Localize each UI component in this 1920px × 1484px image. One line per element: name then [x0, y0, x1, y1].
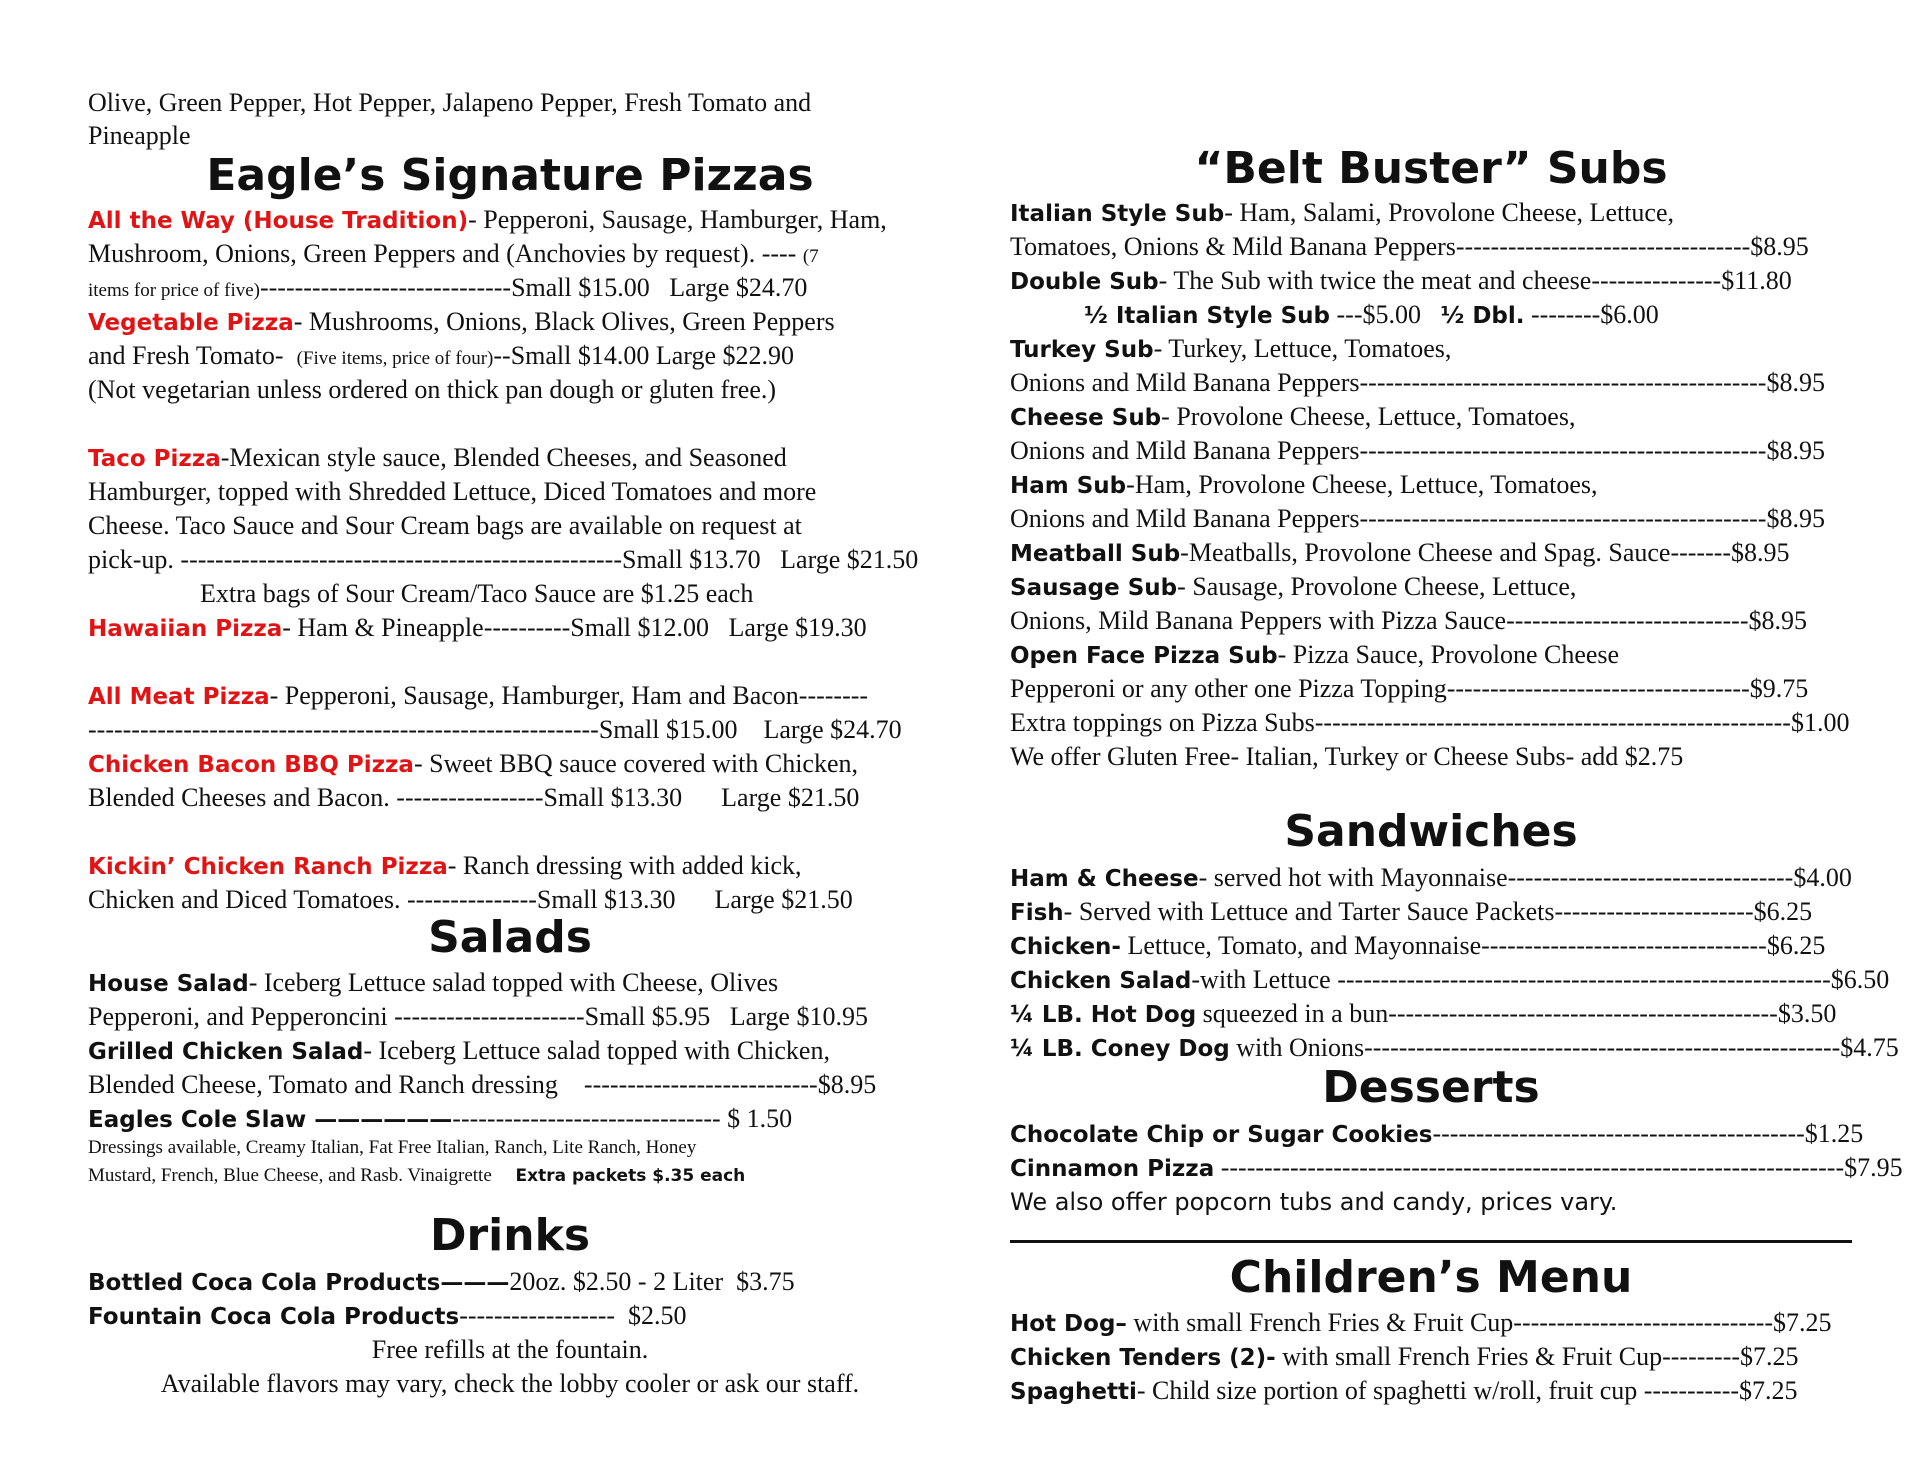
item-name: Cinnamon Pizza: [1010, 1156, 1215, 1182]
menu-item-cinnamon-pizza: [1010, 1151, 1903, 1186]
flavors-note: Available flavors may vary, check the lobby cooler or ask our staff.: [160, 1369, 860, 1398]
item-description: - Pepperoni, Sausage, Hamburger, Ham and Bacon--------: [269, 681, 869, 710]
item-price-line: pick-up. ---------------------------------------------------Small $13.70 Large $21.50: [88, 545, 919, 574]
item-description: - Sweet BBQ sauce covered with Chicken,: [413, 749, 858, 778]
item-name: Double Sub: [1010, 269, 1159, 295]
dressings-text: Mustard, French, Blue Cheese, and Rasb. Vinaigrette: [88, 1165, 516, 1186]
item-name: Taco Pizza: [88, 446, 221, 472]
item-name: Italian Style Sub: [1010, 201, 1225, 227]
dressings-line: [88, 1162, 745, 1190]
menu-item-kids-hot-dog: [1010, 1306, 1832, 1341]
item-name: Bottled Coca Cola Products———: [88, 1270, 510, 1296]
item-price: --------$6.00: [1524, 300, 1659, 329]
refills-note: Free refills at the fountain.: [371, 1335, 649, 1364]
menu-item-ham-cheese: [1010, 861, 1852, 896]
item-note-line: Extra bags of Sour Cream/Taco Sauce are $1.25 each: [200, 579, 754, 608]
item-price: -with Lettuce ---------------------------------------------------------$6.50: [1191, 965, 1890, 994]
item-description: - Turkey, Lettuce, Tomatoes,: [1153, 334, 1452, 363]
menu-item-italian-sub: [1010, 196, 1674, 231]
menu-item-bottled-coke: [88, 1265, 795, 1300]
menu-item-chicken-salad: [1010, 963, 1889, 998]
item-description: -Mexican style sauce, Blended Cheeses, and Seasoned: [220, 443, 787, 472]
item-description: and Fresh Tomato-: [88, 341, 297, 370]
item-price: ------------------------------------------------------------------------$7.95: [1214, 1153, 1903, 1182]
item-price: ------------------ $2.50: [459, 1301, 687, 1330]
menu-item-hawaiian: [88, 611, 867, 646]
item-description: - Provolone Cheese, Lettuce, Tomatoes,: [1161, 402, 1576, 431]
menu-item-kids-spaghetti: [1010, 1374, 1798, 1409]
menu-item-fountain-coke: [88, 1299, 687, 1334]
item-price-line: Tomatoes, Onions & Mild Banana Peppers----------------------------------$8.95: [1010, 232, 1809, 261]
item-name: ¼ LB. Coney Dog: [1010, 1036, 1230, 1062]
item-name: Hawaiian Pizza: [88, 616, 283, 642]
menu-item-coney-dog: [1010, 1031, 1899, 1066]
item-price-line: Onions and Mild Banana Peppers-----------------------------------------------$8.95: [1010, 436, 1825, 465]
menu-item-fish: [1010, 895, 1812, 930]
gluten-free-line: We offer Gluten Free- Italian, Turkey or Cheese Subs- add $2.75: [1010, 742, 1684, 771]
item-description: - Mushrooms, Onions, Black Olives, Green Peppers: [293, 307, 835, 336]
item-note-line: (Not vegetarian unless ordered on thick pan dough or gluten free.): [88, 375, 777, 404]
menu-item-kids-chicken-tenders: [1010, 1340, 1799, 1375]
item-description-line: [88, 237, 819, 274]
item-price-line: Onions, Mild Banana Peppers with Pizza Sauce----------------------------$8.95: [1010, 606, 1807, 635]
item-price-line: Blended Cheese, Tomato and Ranch dressing ---------------------------$8.95: [88, 1070, 877, 1099]
section-divider: [1010, 1240, 1852, 1243]
menu-item-chicken-bacon-bbq: [88, 747, 858, 782]
menu-item-turkey-sub: [1010, 332, 1451, 367]
item-price: -------------------------------------------$1.25: [1432, 1119, 1864, 1148]
item-price: ---$5.00: [1330, 300, 1441, 329]
extra-packets-price: Extra packets $.35 each: [515, 1166, 746, 1186]
menu-item-open-face-sub: [1010, 638, 1619, 673]
item-name: Eagles Cole Slaw ——————: [88, 1107, 453, 1133]
pizzas-heading: Eagle’s Signature Pizzas: [206, 150, 814, 201]
menu-item-sausage-sub: [1010, 570, 1576, 605]
menu-item-all-meat: [88, 679, 868, 714]
menu-item-chicken: [1010, 929, 1825, 964]
menu-item-vegetable: [88, 305, 835, 340]
menu-item-meatball-sub: [1010, 536, 1790, 571]
item-price: - served hot with Mayonnaise---------------------------------$4.00: [1198, 863, 1852, 892]
item-price: 20oz. $2.50 - 2 Liter $3.75: [509, 1267, 795, 1296]
item-price: - Served with Lettuce and Tarter Sauce Packets-----------------------$6.25: [1063, 897, 1813, 926]
item-price-line: -----------------------------------------------------------Small $15.00 Large $24.70: [88, 715, 902, 744]
item-description-line: Cheese. Taco Sauce and Sour Cream bags are available on request at: [88, 511, 802, 540]
item-price: --Small $14.00 Large $22.90: [493, 341, 795, 370]
menu-item-ham-sub: [1010, 468, 1598, 503]
salads-heading: Salads: [428, 912, 592, 963]
toppings-list-line: Pineapple: [88, 121, 191, 150]
menu-item-hot-dog: [1010, 997, 1836, 1032]
menu-item-double-sub: [1010, 264, 1792, 299]
item-name: Hot Dog–: [1010, 1311, 1127, 1337]
item-name: Grilled Chicken Salad: [88, 1039, 364, 1065]
item-price: -Meatballs, Provolone Cheese and Spag. Sauce-------$8.95: [1180, 538, 1790, 567]
menu-item-cole-slaw: [88, 1102, 792, 1137]
menu-item-cookies: [1010, 1117, 1863, 1152]
item-price: squeezed in a bun---------------------------------------------$3.50: [1196, 999, 1837, 1028]
menu-item-cheese-sub: [1010, 400, 1575, 435]
drinks-heading: Drinks: [429, 1210, 591, 1261]
item-name: Chicken-: [1010, 934, 1121, 960]
item-name: Cheese Sub: [1010, 405, 1162, 431]
item-name: ½ Dbl.: [1440, 303, 1525, 329]
menu-item-house-salad: [88, 966, 778, 1001]
menu-item-taco: [88, 441, 787, 476]
item-name: Fish: [1010, 900, 1064, 926]
item-description-line: Hamburger, topped with Shredded Lettuce, Diced Tomatoes and more: [88, 477, 817, 506]
item-description: -Ham, Provolone Cheese, Lettuce, Tomatoes,: [1126, 470, 1598, 499]
item-name: Kickin’ Chicken Ranch Pizza: [88, 854, 448, 880]
dressings-line: Dressings available, Creamy Italian, Fat Free Italian, Ranch, Lite Ranch, Honey: [88, 1137, 697, 1158]
item-name: All the Way (House Tradition): [88, 208, 469, 234]
item-price: -----------------------------Small $15.00 Large $24.70: [259, 273, 808, 302]
desserts-heading: Desserts: [1322, 1062, 1540, 1113]
item-name: Vegetable Pizza: [88, 310, 294, 336]
menu-item-kickin-chicken: [88, 849, 802, 884]
item-name: Open Face Pizza Sub: [1010, 643, 1278, 669]
item-name: Ham Sub: [1010, 473, 1127, 499]
menu-item-grilled-chicken-salad: [88, 1034, 830, 1069]
item-price: with Onions-------------------------------------------------------$4.75: [1229, 1033, 1899, 1062]
item-price-line: Blended Cheeses and Bacon. -----------------Small $13.30 Large $21.50: [88, 783, 860, 812]
item-price-line: Onions and Mild Banana Peppers-----------------------------------------------$8.95: [1010, 368, 1825, 397]
item-price-line: [88, 271, 807, 308]
item-name: Sausage Sub: [1010, 575, 1178, 601]
item-price: ------------------------------- $ 1.50: [452, 1104, 793, 1133]
item-price-line: Onions and Mild Banana Peppers-----------------------------------------------$8.95: [1010, 504, 1825, 533]
item-name: All Meat Pizza: [88, 684, 270, 710]
item-name: ¼ LB. Hot Dog: [1010, 1002, 1197, 1028]
item-description: - Ranch dressing with added kick,: [447, 851, 802, 880]
item-description: - Sausage, Provolone Cheese, Lettuce,: [1177, 572, 1577, 601]
item-description: - Iceberg Lettuce salad topped with Chicken,: [363, 1036, 830, 1065]
item-note: (7: [802, 246, 819, 267]
item-price-line: Pepperoni, and Pepperoncini ----------------------Small $5.95 Large $10.95: [88, 1002, 868, 1031]
item-price-line: Chicken and Diced Tomatoes. ---------------Small $13.30 Large $21.50: [88, 885, 853, 914]
item-price: Lettuce, Tomato, and Mayonnaise---------------------------------$6.25: [1120, 931, 1826, 960]
item-price-line: Pepperoni or any other one Pizza Topping-----------------------------------$9.75: [1010, 674, 1809, 703]
item-name: Fountain Coca Cola Products: [88, 1304, 460, 1330]
item-description: - Ham, Salami, Provolone Cheese, Lettuce,: [1224, 198, 1675, 227]
item-name: House Salad: [88, 971, 249, 997]
item-description: - Pepperoni, Sausage, Hamburger, Ham,: [468, 205, 887, 234]
extra-toppings-line: Extra toppings on Pizza Subs-------------------------------------------------------$1.00: [1010, 708, 1850, 737]
half-subs-line: [1084, 298, 1659, 333]
item-name: Meatball Sub: [1010, 541, 1181, 567]
item-name: Ham & Cheese: [1010, 866, 1199, 892]
item-note: items for price of five): [88, 280, 260, 301]
item-price: - Ham & Pineapple----------Small $12.00 Large $19.30: [282, 613, 867, 642]
item-price: - The Sub with twice the meat and cheese---------------$11.80: [1158, 266, 1792, 295]
item-name: Chicken Tenders (2)-: [1010, 1345, 1276, 1371]
item-note: (Five items, price of four): [296, 348, 494, 369]
item-price: with small French Fries & Fruit Cup------------------------------$7.25: [1126, 1308, 1832, 1337]
subs-heading: “Belt Buster” Subs: [1194, 143, 1668, 194]
item-name: Chicken Salad: [1010, 968, 1192, 994]
item-price-line: [88, 339, 794, 376]
item-name: Chicken Bacon BBQ Pizza: [88, 752, 414, 778]
sandwiches-heading: Sandwiches: [1284, 806, 1578, 857]
item-name: Chocolate Chip or Sugar Cookies: [1010, 1122, 1433, 1148]
item-description: Mushroom, Onions, Green Peppers and (Anchovies by request). ----: [88, 239, 803, 268]
popcorn-note: We also offer popcorn tubs and candy, prices vary.: [1010, 1188, 1618, 1216]
item-price: - Child size portion of spaghetti w/roll, fruit cup -----------$7.25: [1136, 1376, 1798, 1405]
item-description: - Pizza Sauce, Provolone Cheese: [1277, 640, 1620, 669]
item-name: Spaghetti: [1010, 1379, 1137, 1405]
childrens-menu-heading: Children’s Menu: [1229, 1252, 1633, 1303]
item-name: Turkey Sub: [1010, 337, 1154, 363]
item-description: - Iceberg Lettuce salad topped with Cheese, Olives: [248, 968, 779, 997]
item-name: ½ Italian Style Sub: [1084, 303, 1331, 329]
menu-item-all-the-way: [88, 203, 887, 238]
item-price: with small French Fries & Fruit Cup---------$7.25: [1275, 1342, 1799, 1371]
toppings-list-line: Olive, Green Pepper, Hot Pepper, Jalapeno Pepper, Fresh Tomato and: [88, 88, 812, 117]
